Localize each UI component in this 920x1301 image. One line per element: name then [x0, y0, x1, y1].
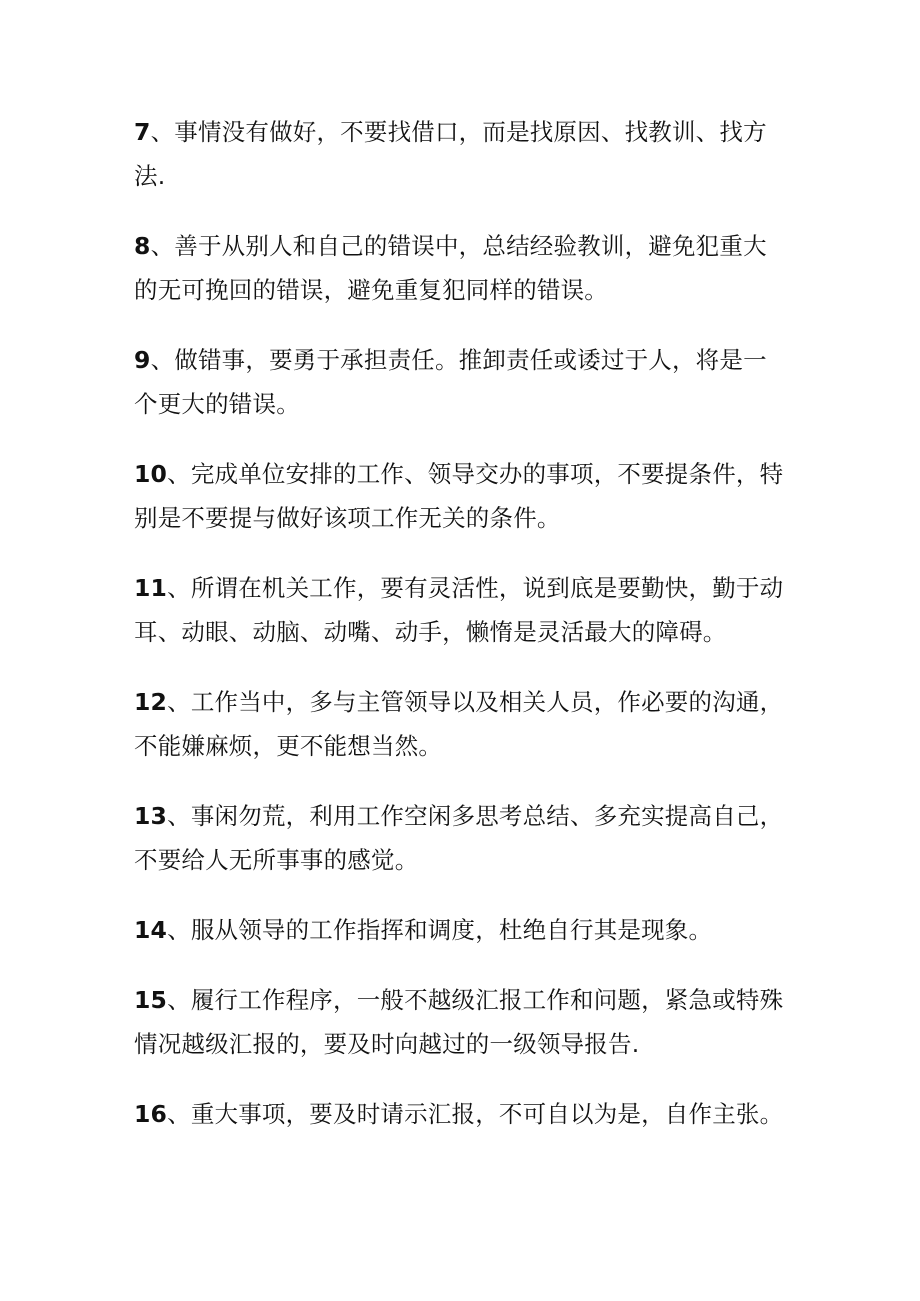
- item-separator: 、: [150, 346, 175, 374]
- item-number: 13: [134, 802, 168, 830]
- item-number: 9: [134, 346, 151, 374]
- list-item: [134, 794, 784, 882]
- list-item: [134, 338, 784, 426]
- list-item: [134, 680, 784, 768]
- item-number: 7: [134, 118, 151, 146]
- item-number: 10: [134, 460, 168, 488]
- item-number: 11: [134, 574, 168, 602]
- item-text: 事情没有做好，不要找借口，而是找原因、找教训、找方法.: [134, 118, 767, 190]
- item-number: 15: [134, 986, 168, 1014]
- item-number: 12: [134, 688, 168, 716]
- item-text: 善于从别人和自己的错误中，总结经验教训，避免犯重大的无可挽回的错误，避免重复犯同样的错误。: [134, 232, 767, 304]
- item-separator: 、: [150, 118, 175, 146]
- item-separator: 、: [167, 574, 191, 602]
- item-number: 16: [134, 1100, 168, 1128]
- item-text: 工作当中，多与主管领导以及相关人员，作必要的沟通，不能嫌麻烦，更不能想当然。: [134, 688, 784, 760]
- item-number: 8: [134, 232, 151, 260]
- item-text: 服从领导的工作指挥和调度，杜绝自行其是现象。: [190, 916, 713, 944]
- item-separator: 、: [150, 232, 175, 260]
- item-separator: 、: [167, 460, 191, 488]
- item-text: 完成单位安排的工作、领导交办的事项，不要提条件，特别是不要提与做好该项工作无关的条件。: [134, 460, 784, 532]
- list-item: [134, 110, 784, 198]
- item-separator: 、: [167, 688, 191, 716]
- item-separator: 、: [167, 802, 191, 830]
- list-item: [134, 452, 784, 540]
- item-text: 重大事项，要及时请示汇报，不可自以为是，自作主张。: [190, 1100, 784, 1128]
- list-item: [134, 978, 784, 1066]
- item-text: 事闲勿荒，利用工作空闲多思考总结、多充实提高自己，不要给人无所事事的感觉。: [134, 802, 784, 874]
- item-text: 所谓在机关工作，要有灵活性，说到底是要勤快，勤于动耳、动眼、动脑、动嘴、动手，懒惰是灵活最大的障碍。: [134, 574, 784, 646]
- item-separator: 、: [167, 916, 191, 944]
- list-item: [134, 224, 784, 312]
- list-item: [134, 908, 784, 952]
- item-text: 履行工作程序，一般不越级汇报工作和问题，紧急或特殊情况越级汇报的，要及时向越过的一级领导报告.: [134, 986, 784, 1058]
- item-text: 做错事，要勇于承担责任。推卸责任或诿过于人，将是一个更大的错误。: [134, 346, 767, 418]
- item-separator: 、: [167, 986, 191, 1014]
- list-item: [134, 566, 784, 654]
- list-item: [134, 1092, 784, 1136]
- item-number: 14: [134, 916, 168, 944]
- rules-list: [134, 110, 784, 1162]
- item-separator: 、: [167, 1100, 191, 1128]
